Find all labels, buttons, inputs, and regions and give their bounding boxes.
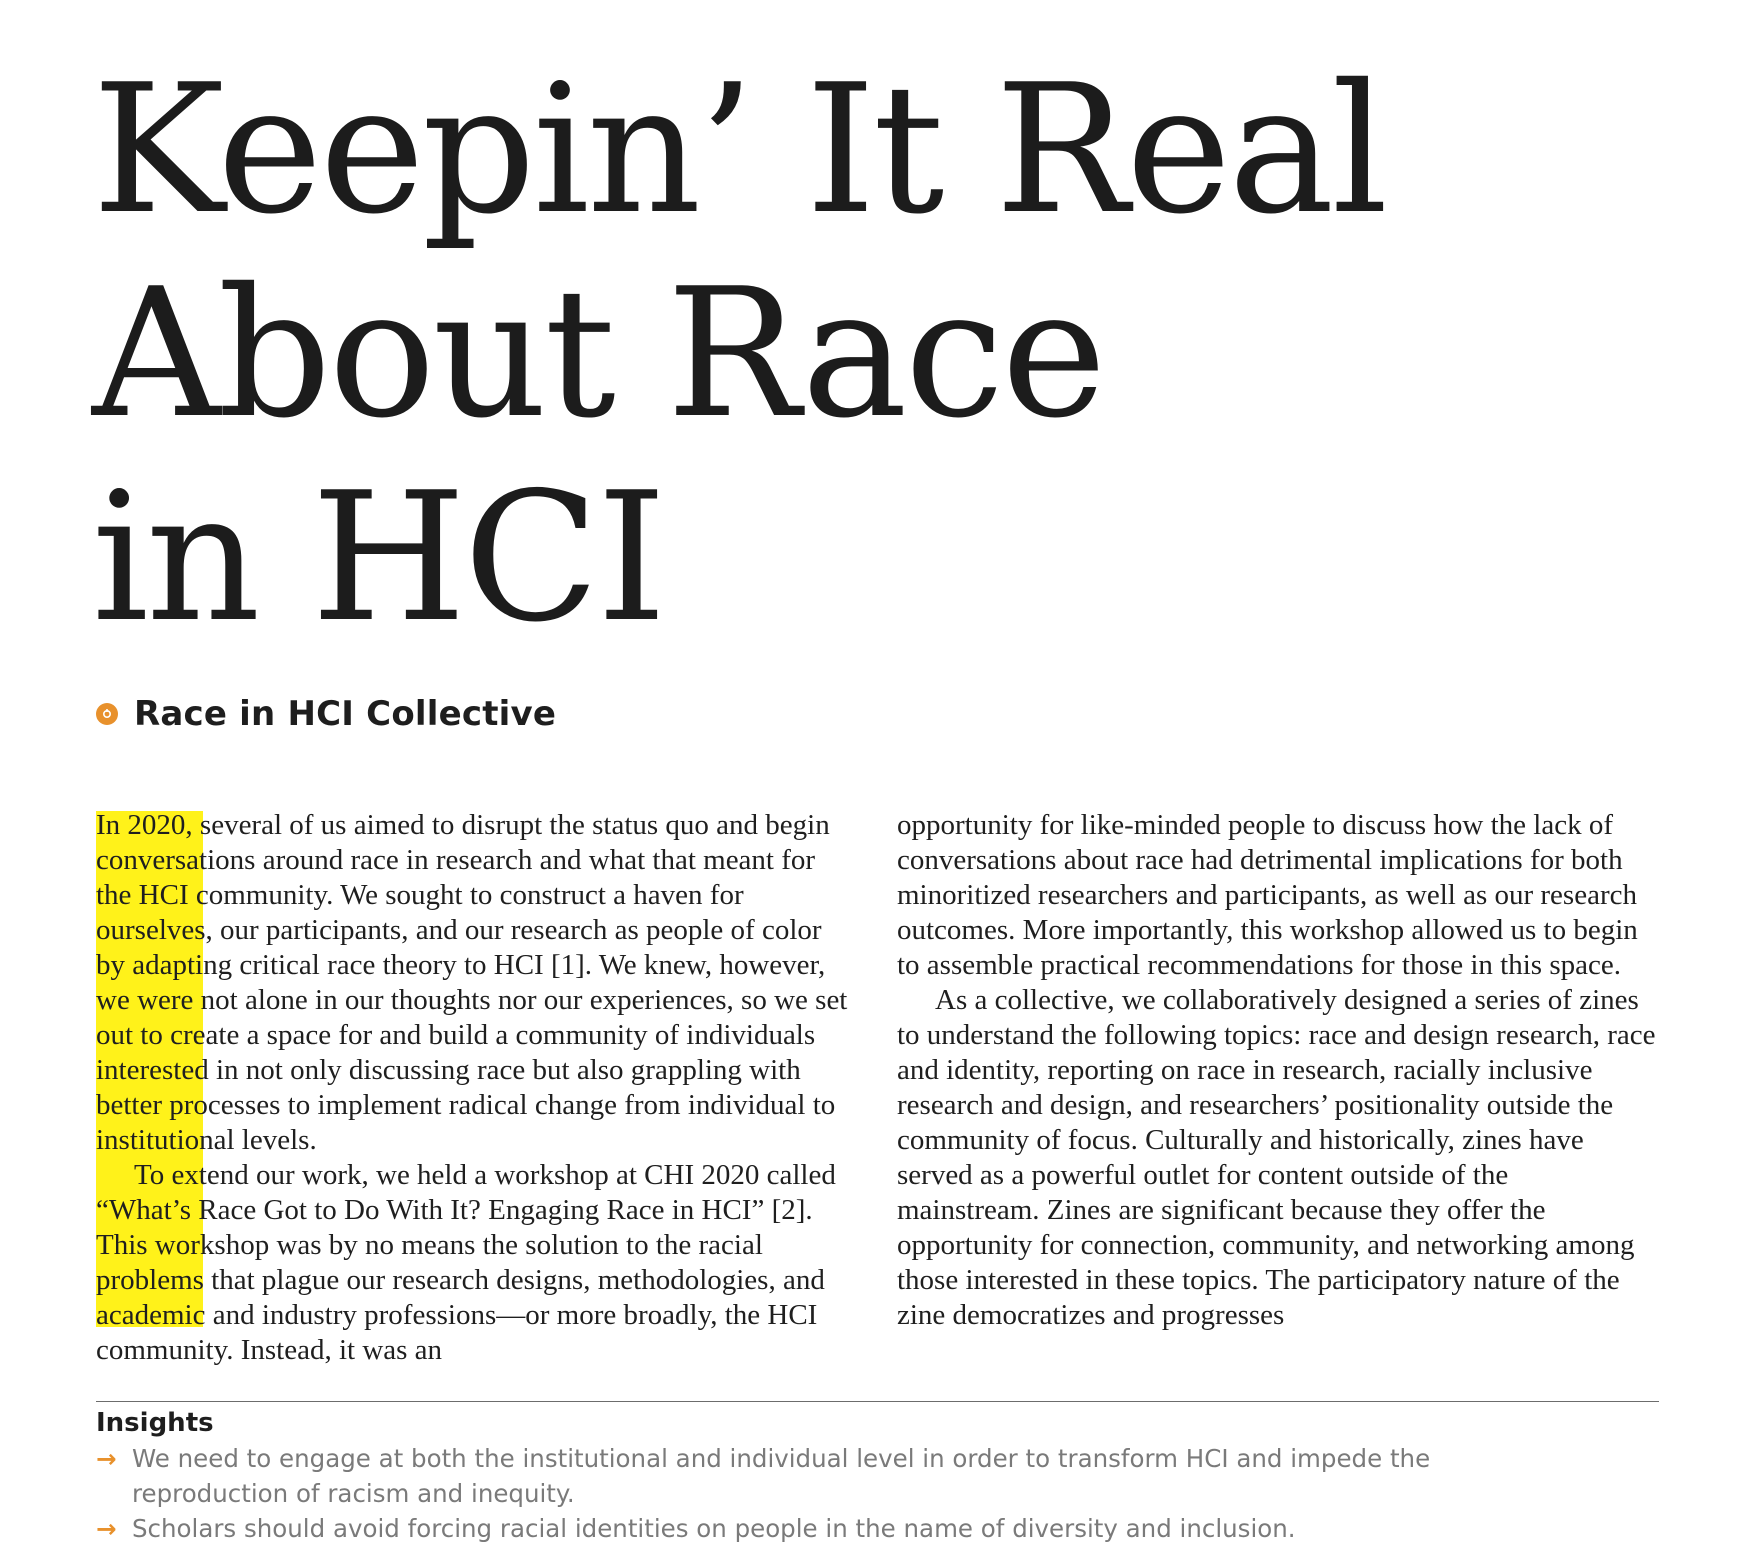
insight-item [96,1441,1576,1511]
insight-text: We need to engage at both the institutional and individual level in order to transform HCI and impede the reproduction of racism and inequity. [132,1444,1431,1508]
arrow-right-icon: → [96,1514,117,1543]
paragraph: opportunity for like-minded people to discuss how the lack of conversations about race had detrimental implications for both minoritized researchers and participants, as well as our research outcomes. More importantly, this workshop allowed us to begin to assemble practical recommendations for those in this space. [897,809,1638,981]
insight-item [96,1511,1576,1546]
title-line-2: About Race [92,250,1104,457]
right-column [897,808,1657,1333]
paragraph: As a collective, we collaboratively designed a series of zines to understand the following topics: race and design research, race and identity, reporting on race in research, racially inclusive research and design, and researchers’ positionality outside the community of focus. Culturally and historically, zines have served as a powerful outlet for content outside of the mainstream. Zines are significant because they offer the opportunity for connection, community, and networking among those interested in these topics. The participatory nature of the zine democratizes and progresses [897,984,1656,1331]
author-name: Race in HCI Collective [134,694,557,734]
paragraph: To extend our work, we held a workshop at CHI 2020 called “What’s Race Got to Do With It? Engaging Race in HCI” [2]. This workshop was by no means the solution to the racial problems that plague our research designs, methodologies, and academic and industry professions—or more broadly, the HCI community. Instead, it was an [96,1159,836,1366]
paragraph: In 2020, several of us aimed to disrupt the status quo and begin conversations around race in research and what that meant for the HCI community. We sought to construct a haven for ourselves, our participants, and our research as people of color by adapting critical race theory to HCI [1]. We knew, however, we were not alone in our thoughts nor our experiences, so we set out to create a space for and build a community of individuals interested in not only discussing race but also grappling with better processes to implement radical change from individual to institutional levels. [96,809,848,1156]
title-line-3: in HCI [92,454,664,661]
insights-heading: Insights [96,1408,214,1438]
insights-divider [96,1401,1659,1402]
orcid-icon[interactable] [96,703,118,725]
article-title [92,48,1712,660]
byline [96,692,556,736]
insight-text: Scholars should avoid forcing racial identities on people in the name of diversity and inclusion. [132,1514,1296,1543]
left-column [96,808,856,1368]
arrow-right-icon: → [96,1444,117,1473]
insights-list [96,1441,1576,1546]
title-line-1: Keepin’ It Real [92,46,1386,253]
